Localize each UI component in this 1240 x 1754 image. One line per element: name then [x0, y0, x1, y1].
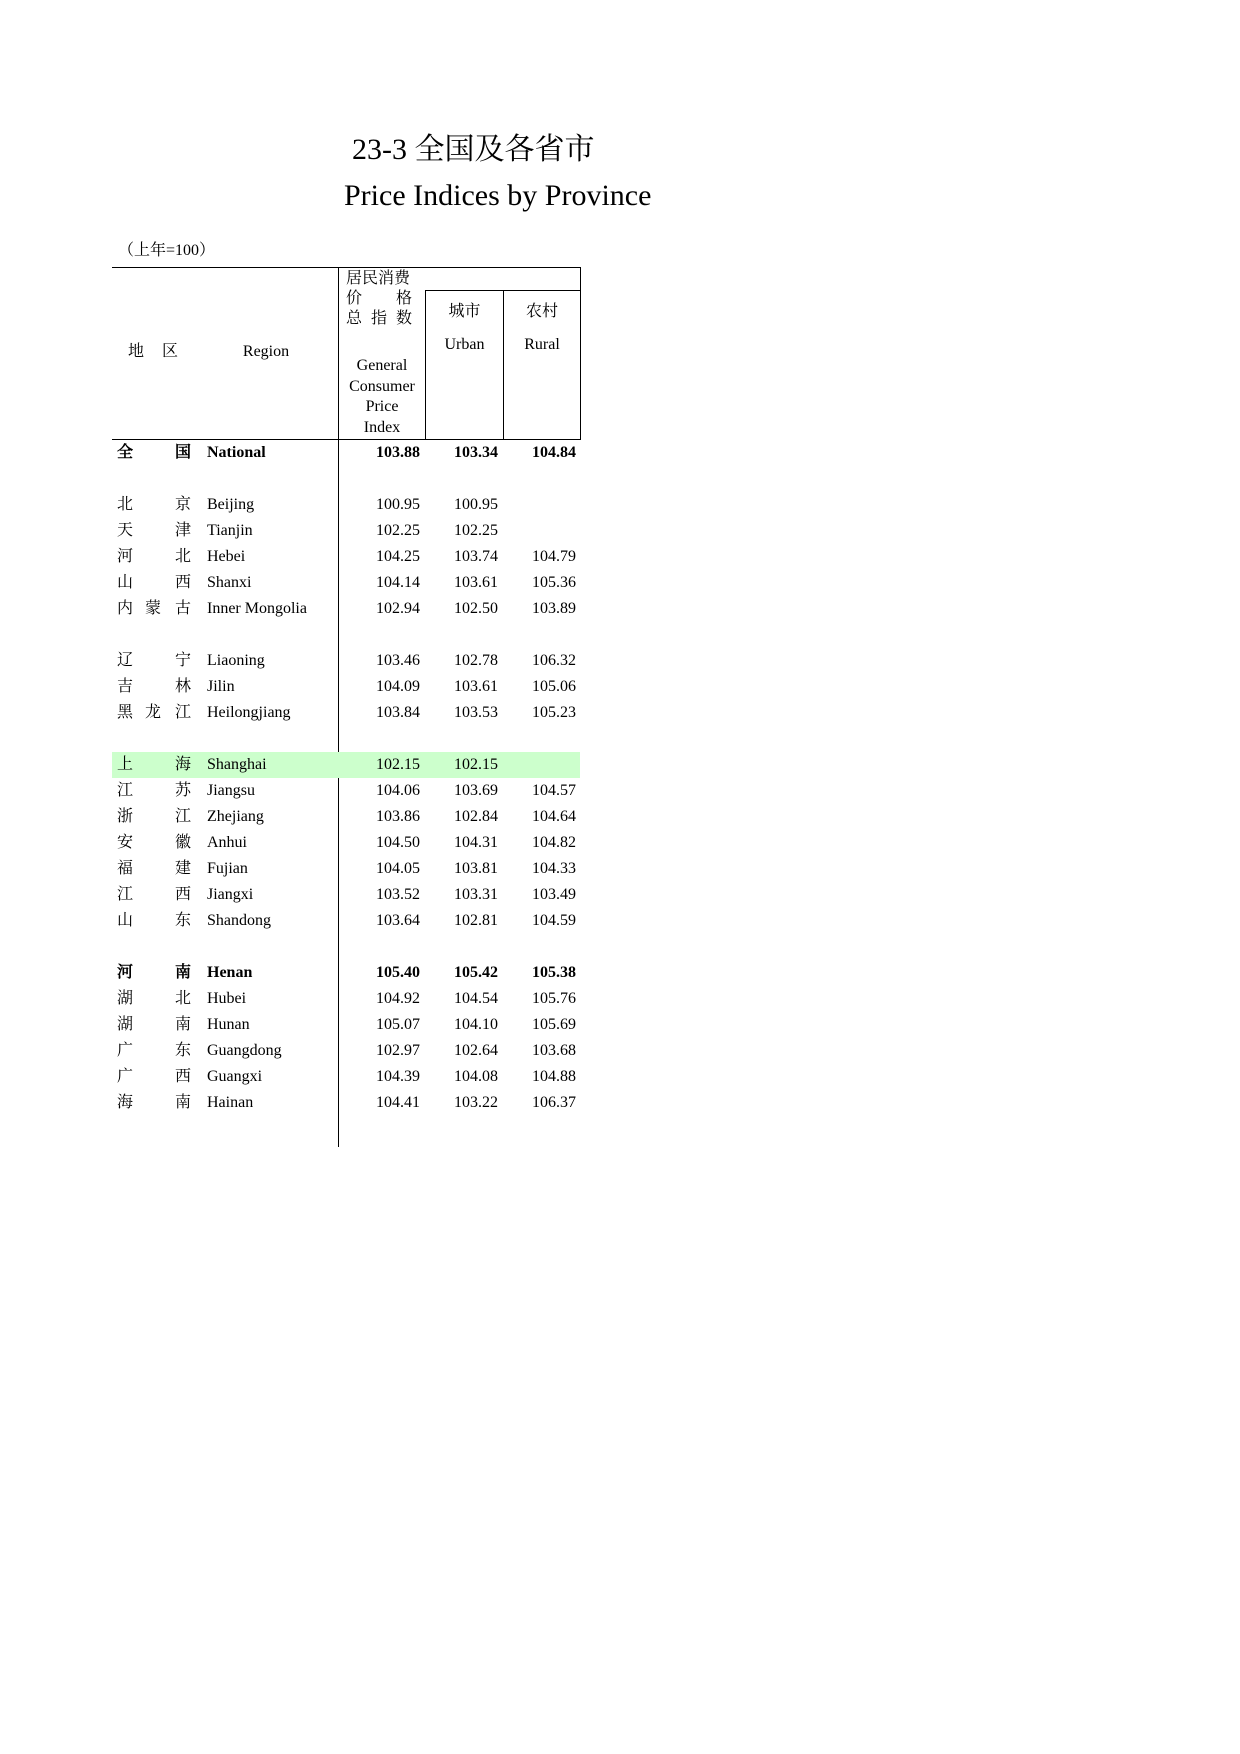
region-cn-char: 东	[175, 1042, 192, 1059]
table-row	[112, 856, 580, 882]
region-en-cell: Inner Mongolia	[207, 600, 307, 617]
rural-index-cell: 106.37	[532, 1094, 576, 1111]
region-cn-char: 浙	[117, 808, 134, 825]
region-cn-char: 湖	[117, 990, 134, 1007]
general-index-cell: 103.88	[376, 444, 420, 461]
region-cn-char: 湖	[117, 1016, 134, 1033]
region-en-cell: Jiangxi	[207, 886, 254, 903]
region-cn-cell	[117, 830, 273, 856]
table-row	[112, 570, 580, 596]
region-cn-char: 内	[117, 600, 134, 617]
region-cn-char: 江	[175, 808, 192, 825]
region-en-cell: Jiangsu	[207, 782, 255, 799]
page-title-english: Price Indices by Province	[344, 179, 652, 212]
region-cn-char: 安	[117, 834, 134, 851]
general-index-cell: 102.97	[376, 1042, 420, 1059]
rural-index-cell: 105.06	[532, 678, 576, 695]
region-cn-char: 上	[117, 756, 134, 773]
region-en-cell: Anhui	[207, 834, 247, 851]
rural-index-cell: 104.33	[532, 860, 576, 877]
general-index-cell: 102.25	[376, 522, 420, 539]
region-en-cell: Tianjin	[207, 522, 253, 539]
region-en-cell: Hubei	[207, 990, 247, 1007]
region-cn-char: 福	[117, 860, 134, 877]
rural-index-cell: 104.79	[532, 548, 576, 565]
general-index-cell: 104.25	[376, 548, 420, 565]
general-index-cell: 104.14	[376, 574, 420, 591]
table-row	[112, 700, 580, 726]
region-cn-cell	[117, 544, 273, 570]
rural-index-cell: 105.69	[532, 1016, 576, 1033]
table-row	[112, 1012, 580, 1038]
header-general-en-line: Consumer	[349, 377, 415, 395]
header-general-cn-char: 格	[395, 290, 412, 307]
region-cn-char: 全	[117, 444, 134, 461]
table-right-rule	[580, 267, 581, 440]
region-cn-char: 海	[175, 756, 192, 773]
rural-index-cell: 104.59	[532, 912, 576, 929]
urban-index-cell: 102.50	[454, 600, 498, 617]
header-general-cn-char: 价	[346, 290, 363, 307]
region-cn-char: 辽	[117, 652, 134, 669]
region-en-cell: National	[207, 444, 266, 461]
region-cn-char: 南	[175, 1016, 192, 1033]
table-row	[112, 1064, 580, 1090]
urban-index-cell: 102.84	[454, 808, 498, 825]
region-cn-char: 龙	[145, 704, 162, 721]
region-cn-char: 黑	[117, 704, 134, 721]
general-index-cell: 100.95	[376, 496, 420, 513]
region-en-cell: Heilongjiang	[207, 704, 291, 721]
region-cn-char: 江	[117, 782, 134, 799]
region-cn-char: 河	[117, 964, 134, 981]
region-cn-char: 北	[175, 548, 192, 565]
urban-index-cell: 103.81	[454, 860, 498, 877]
urban-index-cell: 103.69	[454, 782, 498, 799]
general-index-cell: 104.09	[376, 678, 420, 695]
urban-index-cell: 104.31	[454, 834, 498, 851]
header-rural-cn: 农村	[525, 303, 558, 320]
base-year-note: （上年=100）	[118, 242, 216, 259]
urban-index-cell: 103.34	[454, 444, 498, 461]
general-index-cell: 104.05	[376, 860, 420, 877]
table-row	[112, 518, 580, 544]
table-row	[112, 440, 580, 466]
region-cn-cell	[117, 856, 273, 882]
urban-index-cell: 102.25	[454, 522, 498, 539]
general-index-cell: 104.92	[376, 990, 420, 1007]
region-en-cell: Zhejiang	[207, 808, 264, 825]
region-cn-char: 建	[175, 860, 192, 877]
header-region-cn-char1: 地	[128, 343, 145, 360]
urban-index-cell: 100.95	[454, 496, 498, 513]
region-cn-char: 京	[175, 496, 192, 513]
general-index-cell: 102.15	[376, 756, 420, 773]
region-en-cell: Shanxi	[207, 574, 252, 591]
region-en-cell: Jilin	[207, 678, 235, 695]
region-cn-char: 西	[175, 574, 192, 591]
rural-index-cell: 105.38	[532, 964, 576, 981]
header-general-en	[339, 356, 425, 438]
region-cn-cell	[117, 674, 273, 700]
general-index-cell: 103.52	[376, 886, 420, 903]
region-en-cell: Liaoning	[207, 652, 265, 669]
table-row	[112, 908, 580, 934]
urban-index-cell: 103.22	[454, 1094, 498, 1111]
table-row	[112, 986, 580, 1012]
header-general-cn-char: 指	[370, 310, 387, 327]
region-cn-char: 北	[117, 496, 134, 513]
table-row	[112, 882, 580, 908]
region-cn-char: 苏	[175, 782, 192, 799]
rural-index-cell: 104.82	[532, 834, 576, 851]
region-en-cell: Hunan	[207, 1016, 250, 1033]
header-general-cn-char: 数	[395, 310, 412, 327]
region-cn-char: 蒙	[145, 600, 162, 617]
rural-index-cell: 104.64	[532, 808, 576, 825]
region-en-cell: Hainan	[207, 1094, 254, 1111]
rural-index-cell: 104.84	[532, 444, 576, 461]
table-top-rule	[112, 267, 580, 268]
header-general-cn-line2	[346, 289, 412, 309]
rural-index-cell: 105.23	[532, 704, 576, 721]
urban-index-cell: 104.10	[454, 1016, 498, 1033]
region-en-cell: Guangxi	[207, 1068, 263, 1085]
general-index-cell: 104.06	[376, 782, 420, 799]
general-index-cell: 103.84	[376, 704, 420, 721]
table-row	[112, 804, 580, 830]
table-row	[112, 596, 580, 622]
region-cn-cell	[117, 986, 273, 1012]
rural-index-cell: 105.76	[532, 990, 576, 1007]
header-rural-en: Rural	[524, 336, 560, 353]
region-cn-char: 东	[175, 912, 192, 929]
region-en-cell: Shandong	[207, 912, 271, 929]
region-cn-char: 古	[175, 600, 192, 617]
header-region-en: Region	[242, 343, 290, 360]
header-region-cn-char2: 区	[161, 343, 178, 360]
header-general-cn-line1: 居民消费	[346, 270, 411, 287]
region-en-cell: Fujian	[207, 860, 248, 877]
general-index-cell: 104.39	[376, 1068, 420, 1085]
region-en-cell: Beijing	[207, 496, 255, 513]
region-cn-char: 津	[175, 522, 192, 539]
table-row	[112, 1038, 580, 1064]
region-en-cell: Shanghai	[207, 756, 267, 773]
urban-index-cell: 102.64	[454, 1042, 498, 1059]
region-cn-char: 广	[117, 1068, 134, 1085]
region-en-cell: Guangdong	[207, 1042, 282, 1059]
region-cn-char: 北	[175, 990, 192, 1007]
rural-index-cell: 106.32	[532, 652, 576, 669]
table-row	[112, 648, 580, 674]
region-cn-char: 国	[175, 444, 192, 461]
urban-index-cell: 104.08	[454, 1068, 498, 1085]
header-general-en-line: Price	[365, 398, 399, 415]
urban-index-cell: 104.54	[454, 990, 498, 1007]
header-general-cn-line3	[346, 309, 412, 329]
region-cn-char: 天	[117, 522, 134, 539]
region-cn-char: 山	[117, 574, 134, 591]
urban-index-cell: 103.74	[454, 548, 498, 565]
rural-index-cell: 103.49	[532, 886, 576, 903]
general-index-cell: 103.86	[376, 808, 420, 825]
table-row	[112, 674, 580, 700]
urban-index-cell: 103.61	[454, 678, 498, 695]
table-row	[112, 492, 580, 518]
table-row	[112, 544, 580, 570]
region-en-cell: Hebei	[207, 548, 246, 565]
general-index-cell: 104.41	[376, 1094, 420, 1111]
region-cn-char: 河	[117, 548, 134, 565]
region-cn-char: 南	[175, 1094, 192, 1111]
header-general-en-line: General	[356, 357, 408, 374]
region-cn-char: 江	[175, 704, 192, 721]
rural-index-cell: 104.57	[532, 782, 576, 799]
general-index-cell: 103.64	[376, 912, 420, 929]
table-row	[112, 778, 580, 804]
region-cn-char: 宁	[175, 652, 192, 669]
header-general-en-line: Index	[363, 418, 401, 436]
urban-index-cell: 103.53	[454, 704, 498, 721]
page-title-chinese: 23-3 全国及各省市	[352, 133, 595, 166]
general-index-cell: 105.40	[376, 964, 420, 981]
header-general-cn-char: 总	[346, 310, 363, 327]
region-cn-char: 广	[117, 1042, 134, 1059]
region-cn-char: 江	[117, 886, 134, 903]
table-row	[112, 830, 580, 856]
header-general-cn	[346, 269, 416, 329]
general-index-cell: 105.07	[376, 1016, 420, 1033]
urban-index-cell: 102.78	[454, 652, 498, 669]
region-cn-char: 南	[175, 964, 192, 981]
region-cn-char: 山	[117, 912, 134, 929]
urban-index-cell: 103.61	[454, 574, 498, 591]
urban-index-cell: 103.31	[454, 886, 498, 903]
region-cn-char: 吉	[117, 678, 134, 695]
table-row	[112, 752, 580, 778]
region-cn-char: 徽	[175, 834, 192, 851]
header-urban-en: Urban	[444, 336, 485, 353]
table-row	[112, 960, 580, 986]
rural-index-cell: 105.36	[532, 574, 576, 591]
region-cn-char: 海	[117, 1094, 134, 1111]
general-index-cell: 104.50	[376, 834, 420, 851]
region-cn-char: 西	[175, 886, 192, 903]
table-row	[112, 1090, 580, 1116]
rural-index-cell: 104.88	[532, 1068, 576, 1085]
region-cn-char: 西	[175, 1068, 192, 1085]
rural-index-cell: 103.68	[532, 1042, 576, 1059]
urban-index-cell: 102.15	[454, 756, 498, 773]
urban-index-cell: 105.42	[454, 964, 498, 981]
header-region-cn	[128, 342, 188, 362]
urban-index-cell: 102.81	[454, 912, 498, 929]
header-urban-cn: 城市	[448, 303, 481, 320]
region-cn-char: 林	[175, 678, 192, 695]
general-index-cell: 103.46	[376, 652, 420, 669]
general-index-cell: 102.94	[376, 600, 420, 617]
region-en-cell: Henan	[207, 964, 253, 981]
rural-index-cell: 103.89	[532, 600, 576, 617]
